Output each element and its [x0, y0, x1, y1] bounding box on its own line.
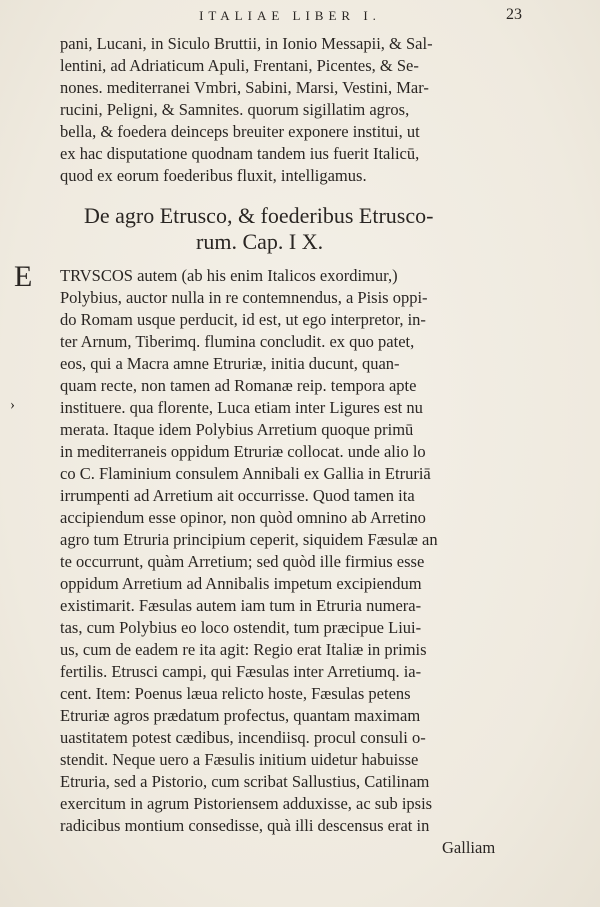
catchword: Galliam [442, 838, 496, 857]
text-line: pani, Lucani, in Siculo Bruttii, in Ionio Messapii, & Sal- [60, 34, 433, 53]
text-line: rucini, Peligni, & Samnites. quorum sigillatim agros, [60, 100, 410, 119]
text-line: accipiendum esse opinor, non quòd omnino ab Arretino [60, 508, 426, 527]
text-line: lentini, ad Adriaticum Apuli, Frentani, Picentes, & Se- [60, 56, 419, 75]
text-line: exercitum in agrum Pistoriensem adduxisse, ac sub ipsis [60, 794, 433, 813]
text-line: Polybius, auctor nulla in re contemnendus, a Pisis oppi- [60, 288, 428, 307]
text-line: tas, cum Polybius eo loco ostendit, tum præcipue Liui- [60, 618, 422, 637]
text-line: quam recte, non tamen ad Romanæ reip. tempora apte [60, 376, 417, 395]
text-line: TRVSCOS autem (ab his enim Italicos exordimur,) [60, 266, 398, 285]
text-line: Etruriæ agros prædatum profectus, quantam maximam [60, 706, 421, 725]
running-title: ITALIAE LIBER I. [199, 8, 381, 23]
chapter-heading-line1: De agro Etrusco, & foederibus Etrusco- [84, 203, 434, 228]
running-head [0, 6, 600, 26]
drop-cap: E [14, 260, 33, 293]
text-line: fertilis. Etrusci campi, qui Fæsulas inter Arretiumq. ia- [60, 662, 422, 681]
text-line: ter Arnum, Tiberimq. flumina concludit. ex quo patet, [60, 332, 415, 351]
text-line: uastitatem potest cædibus, incendiisq. procul consuli o- [60, 728, 426, 747]
text-line: instituere. qua florente, Luca etiam inter Ligures est nu [60, 398, 423, 417]
text-line: bella, & foedera deinceps breuiter exponere institui, ut [60, 122, 420, 141]
text-line: in mediterraneis oppidum Etruriæ collocat. unde alio lo [60, 442, 426, 461]
text-line: ex hac disputatione quodnam tandem ius fuerit Italicū, [60, 144, 420, 163]
text-line: existimarit. Fæsulas autem iam tum in Etruria numera- [60, 596, 422, 615]
text-line: stendit. Neque uero a Fæsulis initium uidetur habuisse [60, 750, 419, 769]
text-line: Etruria, sed a Pistorio, cum scribat Sallustius, Catilinam [60, 772, 430, 791]
text-line: do Romam usque perducit, id est, ut ego interpretor, in- [60, 310, 426, 329]
text-line: radicibus montium consedisse, quà illi descensus erat in [60, 816, 430, 835]
text-line: us, cum de eadem re ita agit: Regio erat Italiæ in primis [60, 640, 427, 659]
text-line: te occurrunt, quàm Arretium; sed quòd ille firmius esse [60, 552, 425, 571]
chapter-heading-line2: rum. Cap. I X. [196, 229, 324, 254]
page-number: 23 [506, 6, 522, 23]
text-line: eos, qui a Macra amne Etruriæ, initia ducunt, quan- [60, 354, 400, 373]
margin-mark: › [10, 397, 15, 413]
text-line: oppidum Arretium ad Annibalis impetum excipiendum [60, 574, 422, 593]
text-line: quod ex eorum foederibus fluxit, intelligamus. [60, 166, 367, 185]
text-line: agro tum Etruria principium ceperit, siquidem Fæsulæ an [60, 530, 438, 549]
text-line: cent. Item: Poenus læua relicto hoste, Fæsulas petens [60, 684, 411, 703]
text-line: nones. mediterranei Vmbri, Sabini, Marsi, Vestini, Mar- [60, 78, 429, 97]
text-line: irrumpenti ad Arretium ait occurrisse. Quod tamen ita [60, 486, 415, 505]
text-line: merata. Itaque idem Polybius Arretium quoque primū [60, 420, 414, 439]
text-line: co C. Flaminium consulem Annibali ex Gallia in Etruriā [60, 464, 431, 483]
